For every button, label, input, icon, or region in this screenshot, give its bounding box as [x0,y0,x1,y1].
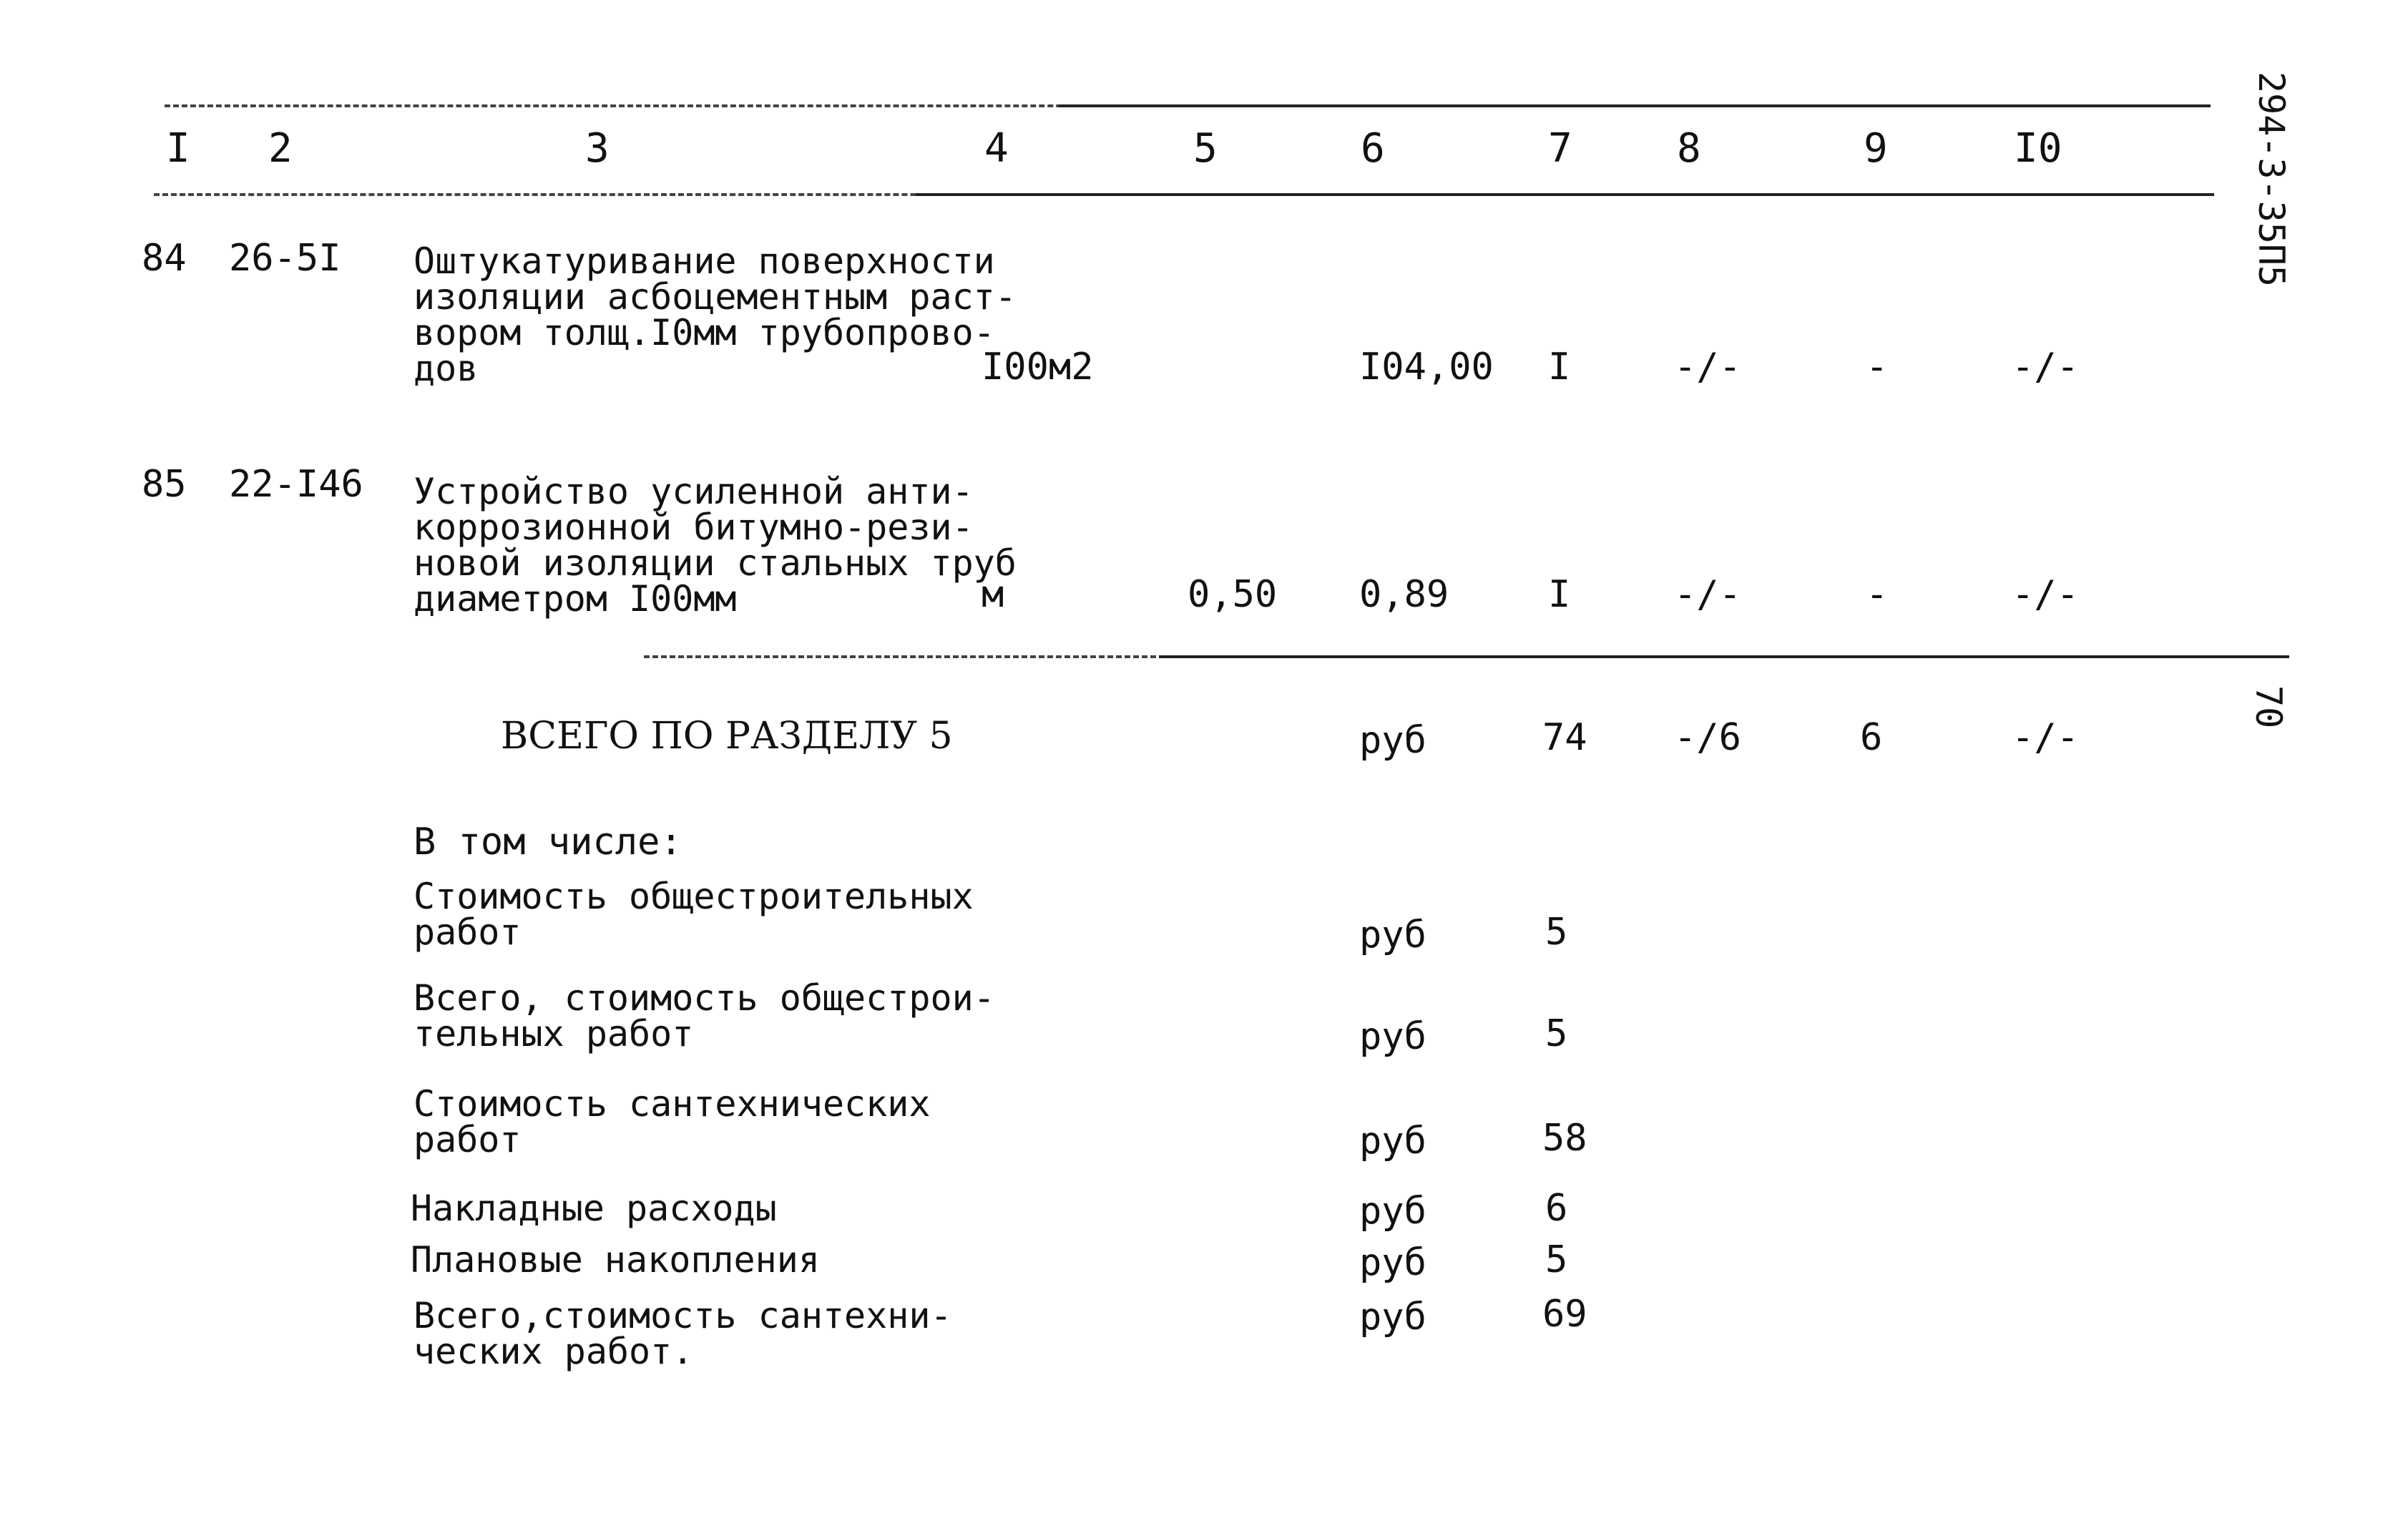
breakdown-value-3: 58 [1542,1117,1587,1160]
row-85-qty: 0,50 [1188,573,1278,616]
breakdown-unit-4: руб [1359,1190,1426,1233]
breakdown-unit-5: руб [1359,1241,1426,1284]
breakdown-label-4: Накладные расходы [411,1188,777,1229]
row-85-col7: I [1548,573,1571,616]
breakdown-unit-1: руб [1359,914,1426,957]
section-total-unit: руб [1359,719,1426,762]
row-84-col7: I [1548,346,1571,388]
section-rule-solid [1159,655,2289,658]
header-col-8: 8 [1677,125,1701,172]
row-85-description: Устройство усиленной анти- коррозионной битумно-рези- новой изоляции стальных труб диаметром I00мм [413,471,1017,620]
row-84-price: I04,00 [1359,346,1494,388]
row-85-col8: -/- [1674,573,1741,616]
header-col-2: 2 [268,125,293,172]
breakdown-unit-2: руб [1359,1015,1426,1058]
header-top-rule-solid [1059,104,2211,107]
row-85-code: 22-I46 [229,463,363,506]
header-col-5: 5 [1193,125,1218,172]
breakdown-unit-6: руб [1359,1296,1426,1339]
breakdown-label-5: Плановые накопления [411,1239,820,1281]
header-col-6: 6 [1361,125,1385,172]
breakdown-value-1: 5 [1545,911,1568,954]
header-col-4: 4 [984,125,1009,172]
section-total-col8: -/6 [1674,716,1741,759]
header-col-3: 3 [585,125,610,172]
row-84-unit: I00м2 [982,346,1094,388]
header-col-7: 7 [1548,125,1572,172]
section-total-col7: 74 [1542,716,1587,759]
row-85-number: 85 [142,463,187,506]
row-85-col9: - [1866,573,1889,616]
row-84-col10: -/- [2012,346,2079,388]
row-84-description: Оштукатуривание поверхности изоляции асбоцементным раст- вором толщ.I0мм трубопрово- дов [413,240,1017,389]
row-84-code: 26-5I [229,237,341,280]
row-85-unit: м [982,573,1004,616]
breakdown-label-6: Всего,стоимость сантехни- ческих работ. [413,1295,952,1372]
header-col-10: I0 [2014,125,2062,172]
page-number: 70 [2248,685,2289,729]
row-84-col8: -/- [1674,346,1741,388]
row-84-col9: - [1866,346,1889,388]
header-bottom-rule-solid [916,193,2214,196]
breakdown-value-2: 5 [1545,1012,1568,1055]
header-col-9: 9 [1864,125,1888,172]
breakdown-value-5: 5 [1545,1238,1568,1281]
breakdown-label-2: Всего, стоимость общестрои- тельных работ [413,977,995,1055]
breakdown-label-3: Стоимость сантехнических работ [413,1083,931,1160]
section-total-label: ВСЕГО ПО РАЗДЕЛУ 5 [501,715,953,758]
row-85-col10: -/- [2012,573,2079,616]
breakdown-title: В том числе: [413,821,682,864]
document-code: 294-3-35П5 [2251,72,2292,288]
breakdown-value-4: 6 [1545,1187,1568,1230]
header-col-1: I [166,125,190,172]
breakdown-value-6: 69 [1542,1293,1587,1336]
breakdown-label-1: Стоимость общестроительных работ [413,876,974,953]
breakdown-unit-3: руб [1359,1120,1426,1163]
row-84-number: 84 [142,237,187,280]
section-total-col10: -/- [2012,716,2079,759]
row-85-price: 0,89 [1359,573,1449,616]
section-total-col9: 6 [1860,716,1883,759]
